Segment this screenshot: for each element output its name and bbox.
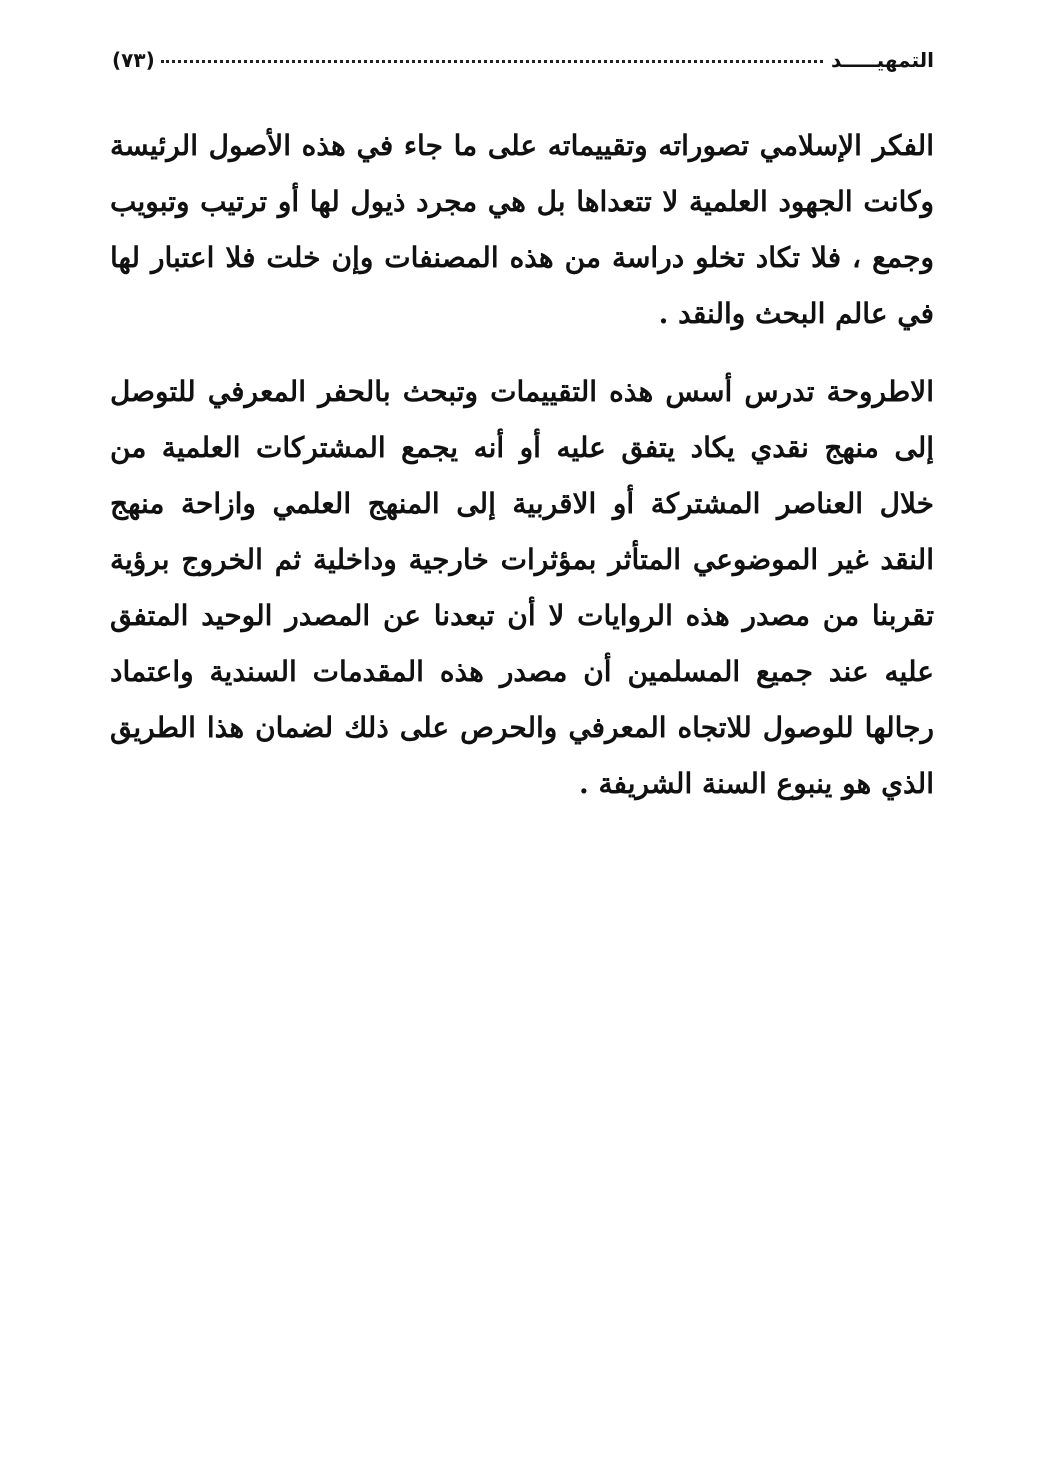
header-leader-dots <box>161 50 823 63</box>
paragraph-1: الفكر الإسلامي تصوراته وتقييماته على ما جاء في هذه الأصول الرئيسة وكانت الجهود العلمية لا تتعداها بل هي مجرد ذيول لها أو ترتيب وتبويب وجمع ، فلا تكاد تخلو دراسة من هذه المصنفات وإن خلت فلا اعتبار لها في عالم البحث والنقد . <box>110 129 934 330</box>
page-number: (٧٣) <box>112 48 155 72</box>
header-title: التمهيـــــد <box>830 48 934 72</box>
body-text <box>110 118 934 812</box>
running-header <box>112 40 934 80</box>
paragraph-2: الاطروحة تدرس أسس هذه التقييمات وتبحث بالحفر المعرفي للتوصل إلى منهج نقدي يكاد يتفق عليه أو أنه يجمع المشتركات العلمية من خلال العناصر المشتركة أو الاقربية إلى المنهج العلمي وازاحة منهج النقد غير الموضوعي المتأثر بمؤثرات خارجية وداخلية ثم الخروج برؤية تقربنا من مصدر هذه الروايات لا أن تبعدنا عن المصدر الوحيد المتفق عليه عند جميع المسلمين أن مصدر هذه المقدمات السندية واعتماد رجالها للوصول للاتجاه المعرفي والحرص على ذلك لضمان هذا الطريق الذي هو ينبوع السنة الشريفة . <box>110 375 935 800</box>
